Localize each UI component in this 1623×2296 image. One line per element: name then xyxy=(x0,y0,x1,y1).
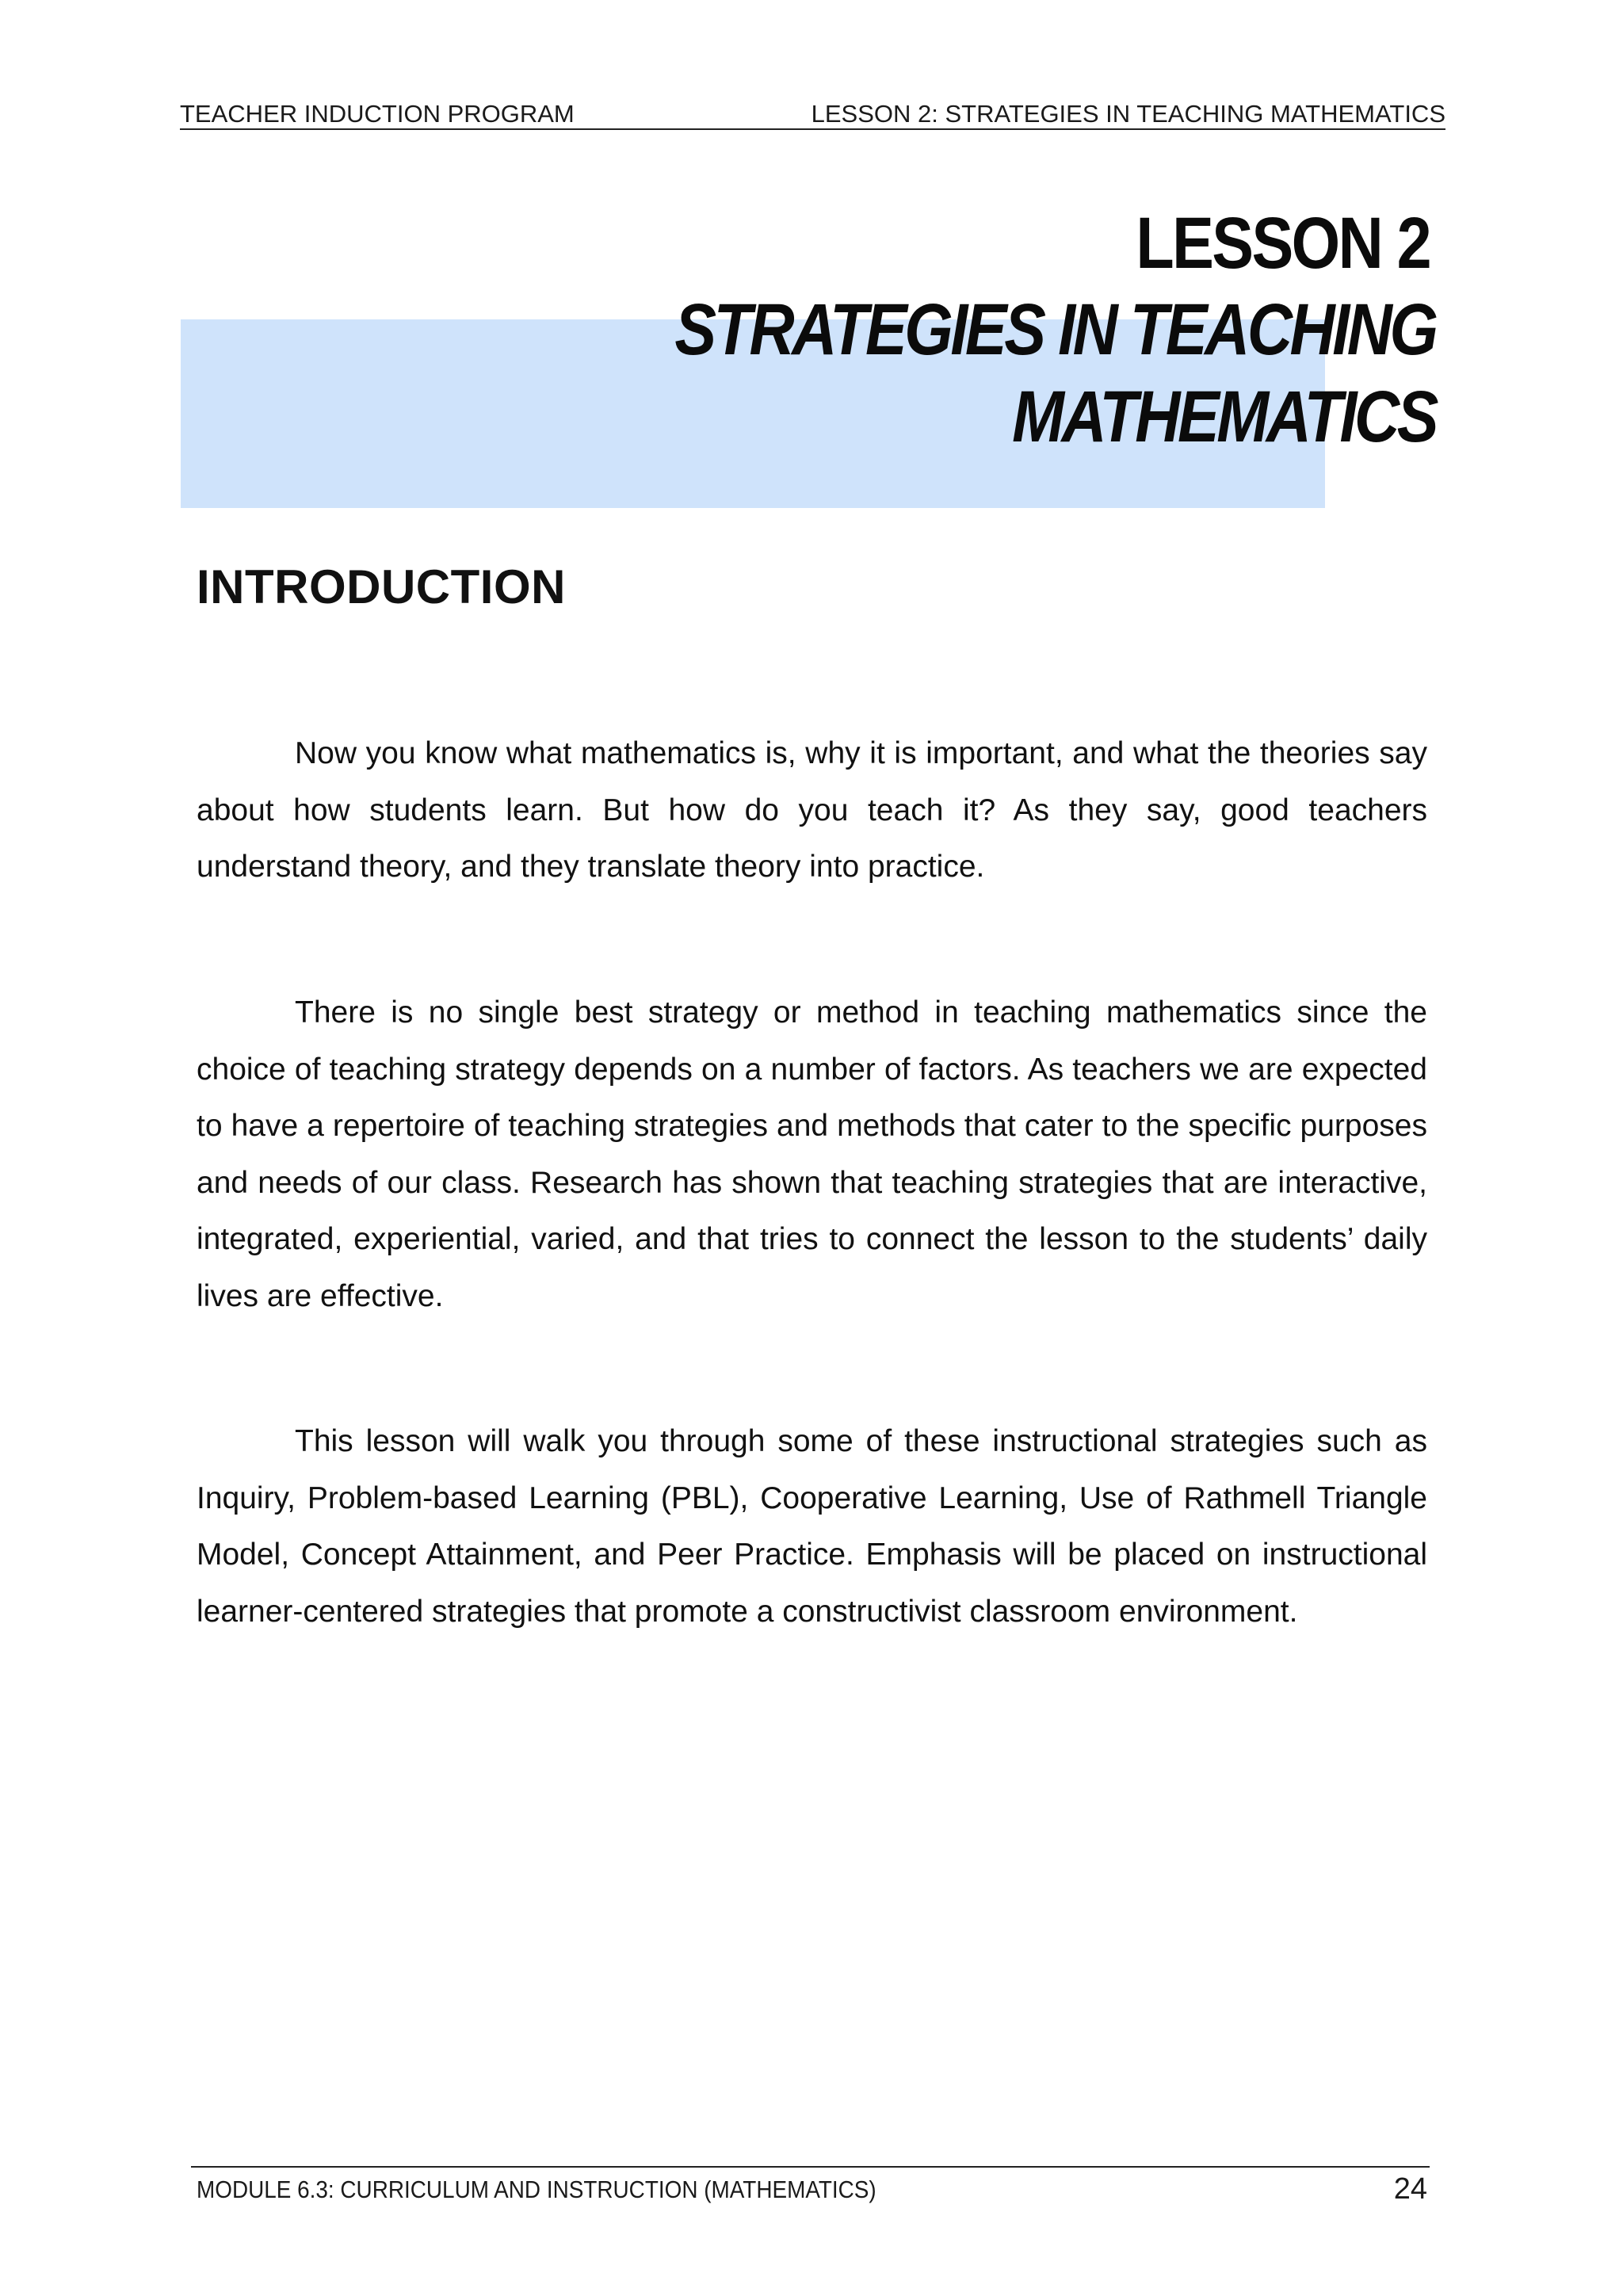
lesson-number-title: LESSON 2 xyxy=(1136,203,1430,284)
header-program-name: TEACHER INDUCTION PROGRAM xyxy=(180,100,575,128)
page-number: 24 xyxy=(1393,2172,1427,2206)
page-header xyxy=(180,94,1445,130)
lesson-title-line-1: STRATEGIES IN TEACHING xyxy=(674,289,1436,370)
paragraph-2: There is no single best strategy or method in teaching mathematics since the choice of teaching strategy depends on a number of factors. As teachers we are expected to have a repertoire of teaching strategies and methods that cater to the specific purposes and needs of our class. Research has shown that teaching strategies that are interactive, integrated, experiential, varied, and that tries to connect the lesson to the students’ daily lives are effective. xyxy=(197,995,1427,1313)
header-lesson-title: LESSON 2: STRATEGIES IN TEACHING MATHEMATICS xyxy=(811,100,1445,128)
paragraph-1: Now you know what mathematics is, why it is important, and what the theories say about how students learn. But how do you teach it? As they say, good teachers understand theory, and they translate theory into practice. xyxy=(197,736,1427,884)
footer-module-name: MODULE 6.3: CURRICULUM AND INSTRUCTION (MATHEMATICS) xyxy=(197,2176,876,2203)
lesson-title-line-2: MATHEMATICS xyxy=(1012,376,1436,457)
section-heading: INTRODUCTION xyxy=(197,560,566,613)
paragraph-3: This lesson will walk you through some of these instructional strategies such as Inquiry, Problem-based Learning (PBL), Cooperative Learning, Use of Rathmell Triangle Model, Concept Attainment, and Peer Practice. Emphasis will be placed on instructional learner-centered strategies that promote a constructivist classroom environment. xyxy=(197,1424,1427,1629)
page-footer xyxy=(191,2166,1430,2206)
